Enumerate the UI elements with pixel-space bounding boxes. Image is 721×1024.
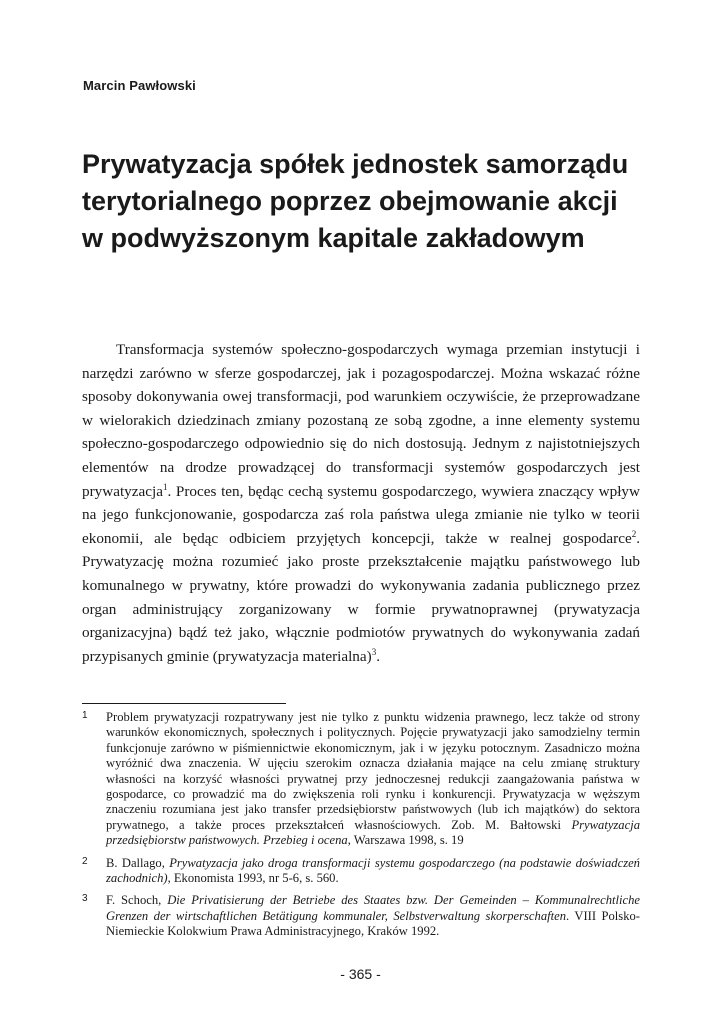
footnote-2	[82, 856, 640, 887]
footnote-ref-3[interactable]: 3	[371, 646, 377, 657]
footnote-citation-title: Die Privatisierung der Betriebe des Staates bzw. Der Gemeinden – Kommunalrechtliche Grenzen der wirtschaftlichen Betätigung kommunaler, Selbstverwaltung skorperschaften	[106, 893, 640, 923]
footnote-ref-1[interactable]: 1	[162, 481, 168, 492]
footnote-citation-tail: , Ekonomista 1993, nr 5-6, s. 560.	[167, 871, 339, 886]
body-text-part-4: .	[376, 647, 380, 665]
footnote-text	[106, 893, 640, 939]
body-text-part-1: Transformacja systemów społeczno-gospodarczych wymaga przemian instytucji i narzędzi zarówno w sferze gospodarczej, jak i pozagospodarczej. Można wskazać różne sposoby dokonywania owej transformacji, pod warunkiem oczywiście, że przeprowadzane w wielorakich dziedzinach zmiany pozostaną ze sobą zgodne, a inne elementy systemu społeczno-gospodarczego odpowiednio się do nich dostosują. Jednym z najistotniejszych elementów na drodze prowadzącej do transformacji systemów gospodarczych jest prywatyzacja	[82, 341, 640, 500]
footnote-body: Problem prywatyzacji rozpatrywany jest nie tylko z punktu widzenia prawnego, lecz także od strony warunków ekonomicznych, społecznych i politycznych. Pojęcie prywatyzacji jako samodzielny termin funkcjonuje zarówno w piśmiennictwie ekonomicznym, jak i w języku potocznym. Zasadniczo można wyróżnić dwa znaczenia. W ujęciu szerokim oznacza działania mające na celu zmianę struktury własności na korzyść własności prywatnej przy jednoczesnej redukcji zaangażowania państwa w gospodarce, co prowadzić ma do zwiększenia roli rynku i konkurencji. Prywatyzacja w węższym znaczeniu rozumiana jest jako transfer przedsiębiorstw państwowych (lub ich majątków) do sektora prywatnego, a także proces przekształceń własnościowych. Zob. M. Bałtowski	[106, 710, 640, 832]
body-text-part-2: . Proces ten, będąc cechą systemu gospodarczego, wywiera znaczący wpływ na jego funkcjonowanie, gospodarcza zaś rola państwa ulega zmianie nie tylko w teorii ekonomii, ale będąc odbiciem przyjętych koncepcji, także w realnej gospodarce	[82, 482, 640, 547]
footnote-body: B. Dallago,	[106, 855, 170, 870]
footnote-text	[106, 710, 640, 849]
footnote-citation-tail: . VIII Polsko-Niemieckie Kolokwium Prawa Administracyjnego, Kraków 1992.	[106, 908, 640, 939]
footnote-number: 3	[82, 893, 88, 905]
article-title: Prywatyzacja spółek jednostek samorządu terytorialnego poprzez obejmowanie akcji w podwyższonym kapitale zakładowym	[82, 149, 629, 253]
page-number: - 365 -	[340, 966, 381, 982]
footnote-1	[82, 710, 640, 849]
footnote-divider	[82, 703, 286, 704]
footnote-3	[82, 893, 640, 939]
body-text-part-3: . Prywatyzację można rozumieć jako proste przekształcenie majątku państwowego lub komunalnego w prywatny, które prowadzi do wykonywania zadania publicznego przez organ administrujący zorganizowany w formie prywatnoprawnej (prywatyzacja organizacyjna) bądź też jako, włącznie podmiotów prywatnych do wykonywania zadań przypisanych gminie (prywatyzacja materialna)	[82, 529, 640, 665]
footnote-text	[106, 856, 640, 887]
footnote-number: 2	[82, 855, 88, 867]
footnote-citation-tail: , Warszawa 1998, s. 19	[347, 833, 464, 848]
author-name: Marcin Pawłowski	[83, 78, 196, 93]
footnote-citation-title: Prywatyzacja jako droga transformacji systemu gospodarczego (na podstawie doświadczeń zachodnich)	[106, 855, 640, 886]
footnote-ref-2[interactable]: 2	[631, 528, 637, 539]
footnote-body: F. Schoch,	[106, 893, 168, 908]
footnotes	[82, 710, 640, 947]
footnote-citation-title: Prywatyzacja przedsiębiorstw państwowych. Przebieg i ocena	[106, 817, 640, 848]
footnote-number: 1	[82, 710, 88, 721]
body-paragraph	[82, 338, 640, 668]
